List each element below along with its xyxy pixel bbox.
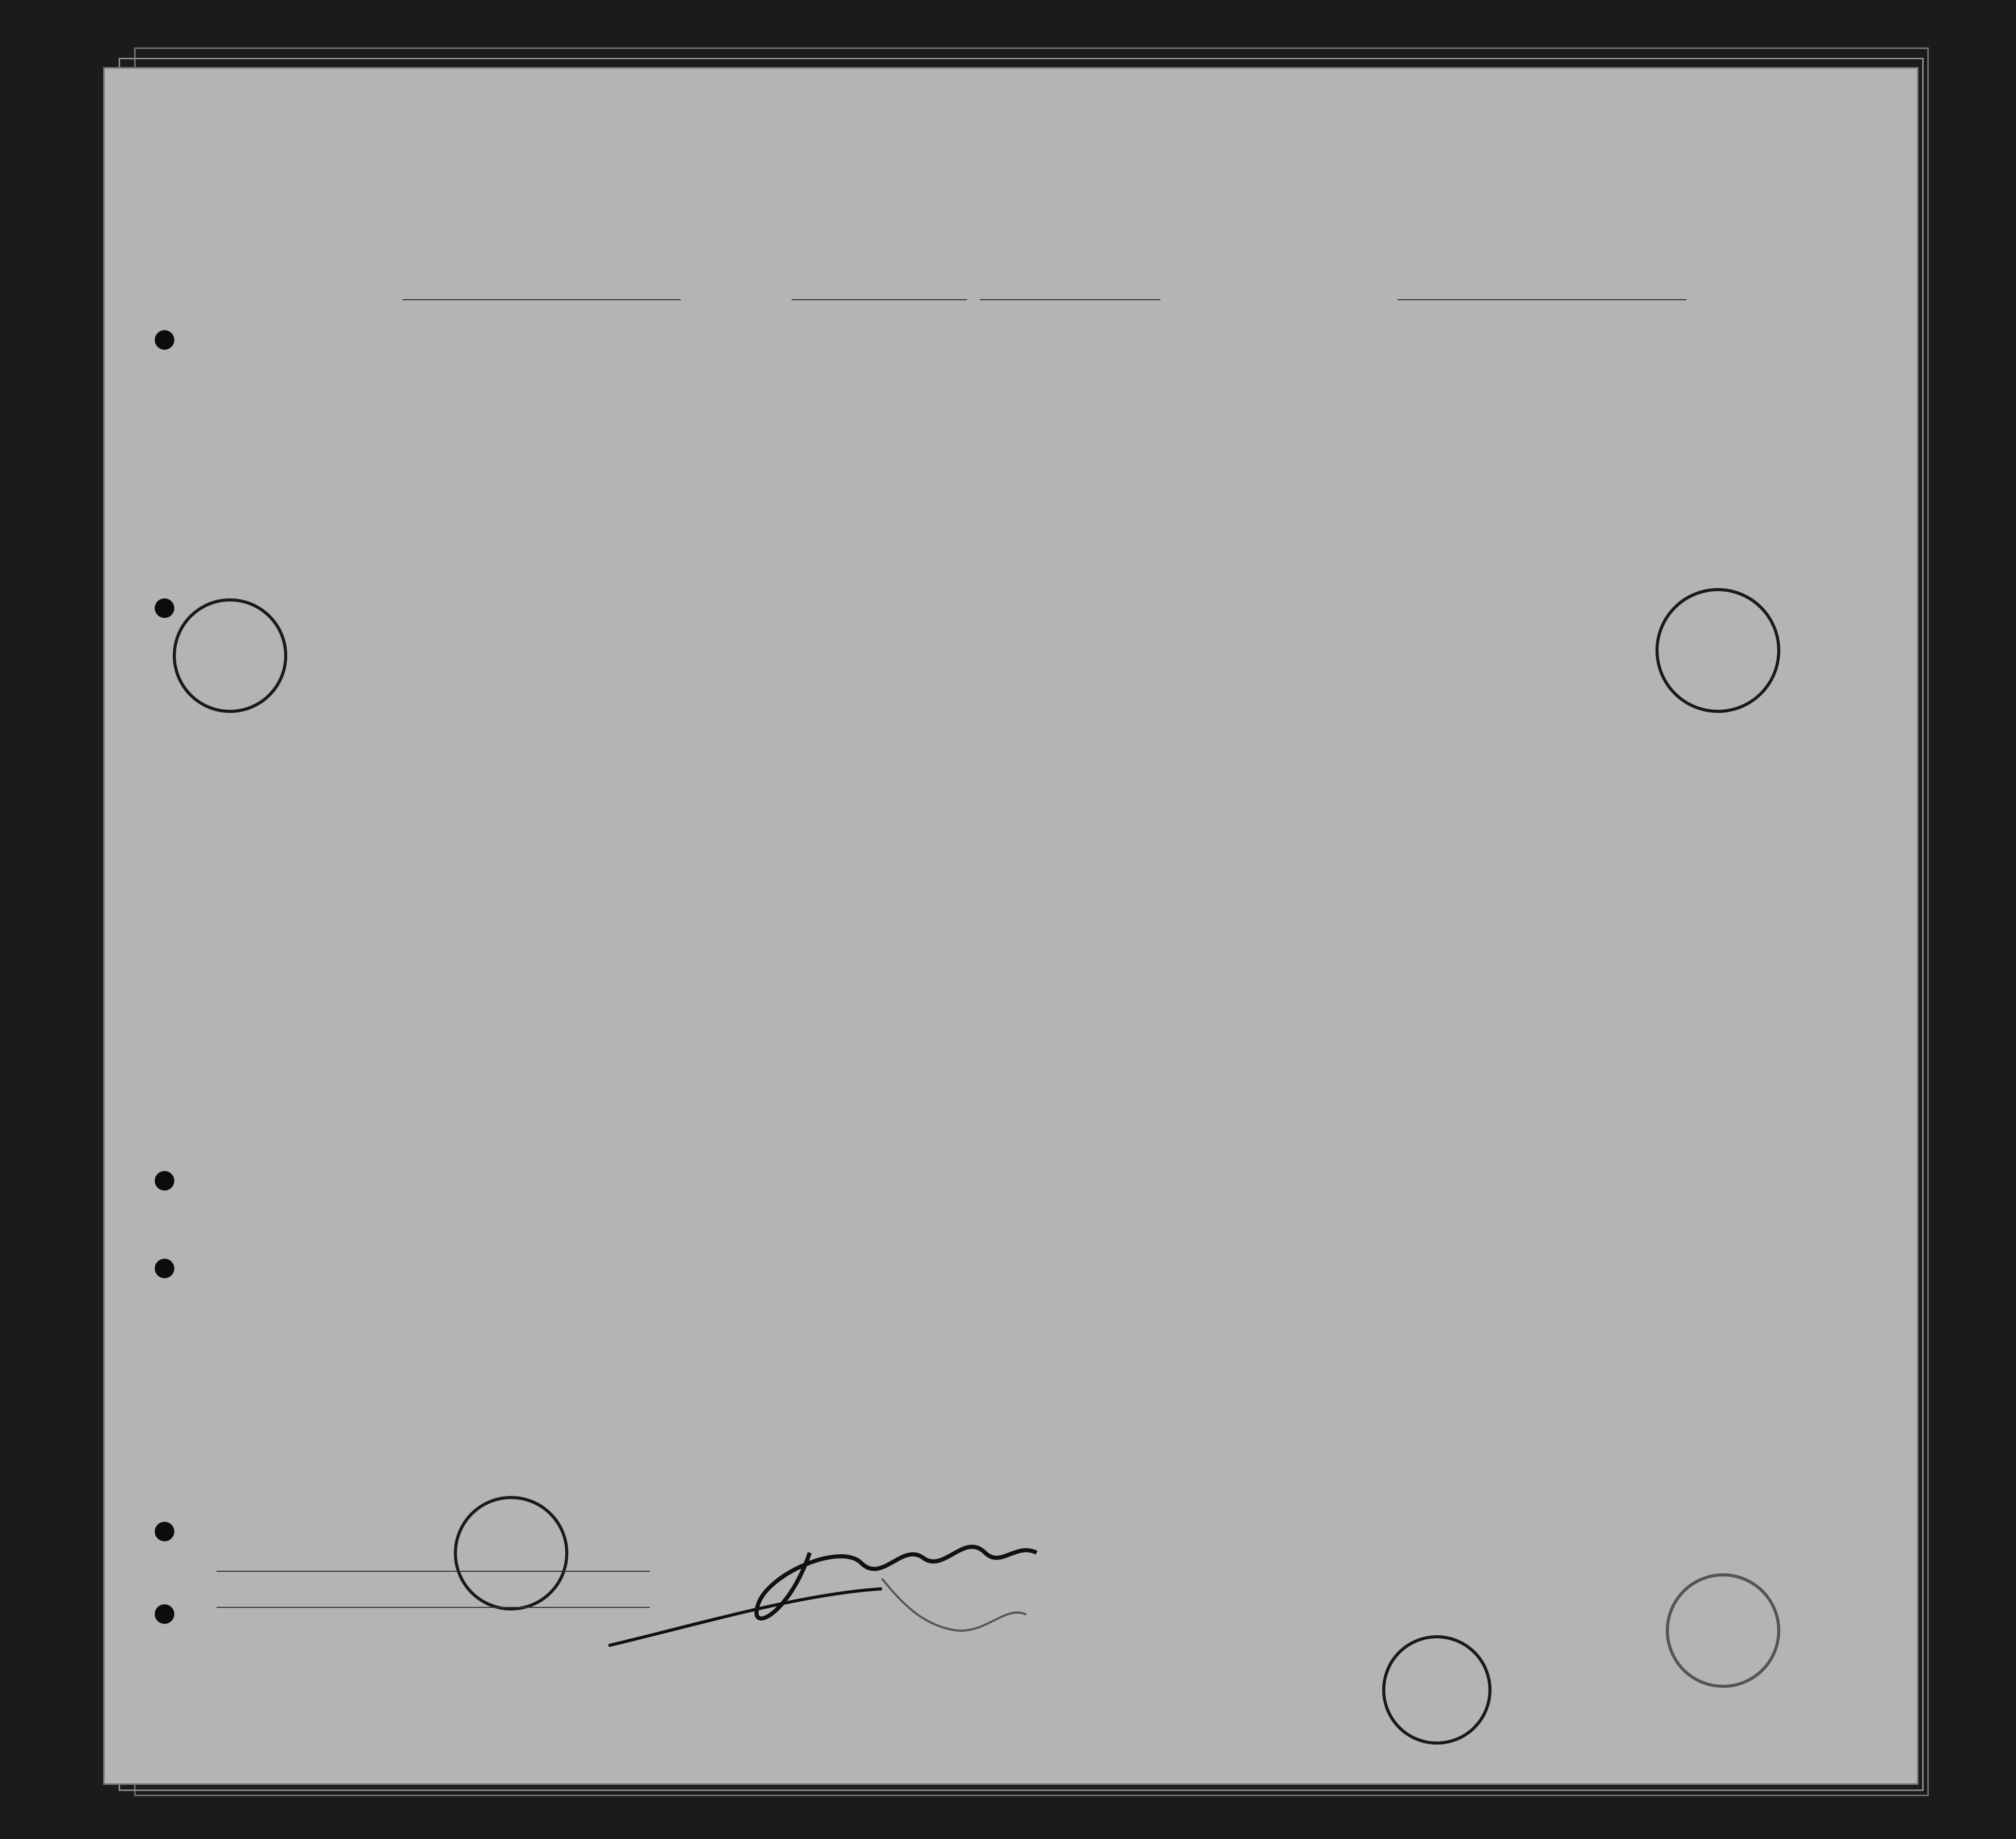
consulate-stamp [1382, 1635, 1491, 1745]
consulate-stamp [1656, 588, 1780, 713]
consulate-stamp-faint [1666, 1573, 1780, 1688]
binder-hole [155, 1522, 174, 1541]
binder-hole [155, 1604, 174, 1624]
consulate-stamp [173, 598, 287, 713]
consulate-stamp [454, 1496, 568, 1610]
inspector-signature [593, 1511, 1238, 1666]
crew-table [121, 304, 1818, 1488]
